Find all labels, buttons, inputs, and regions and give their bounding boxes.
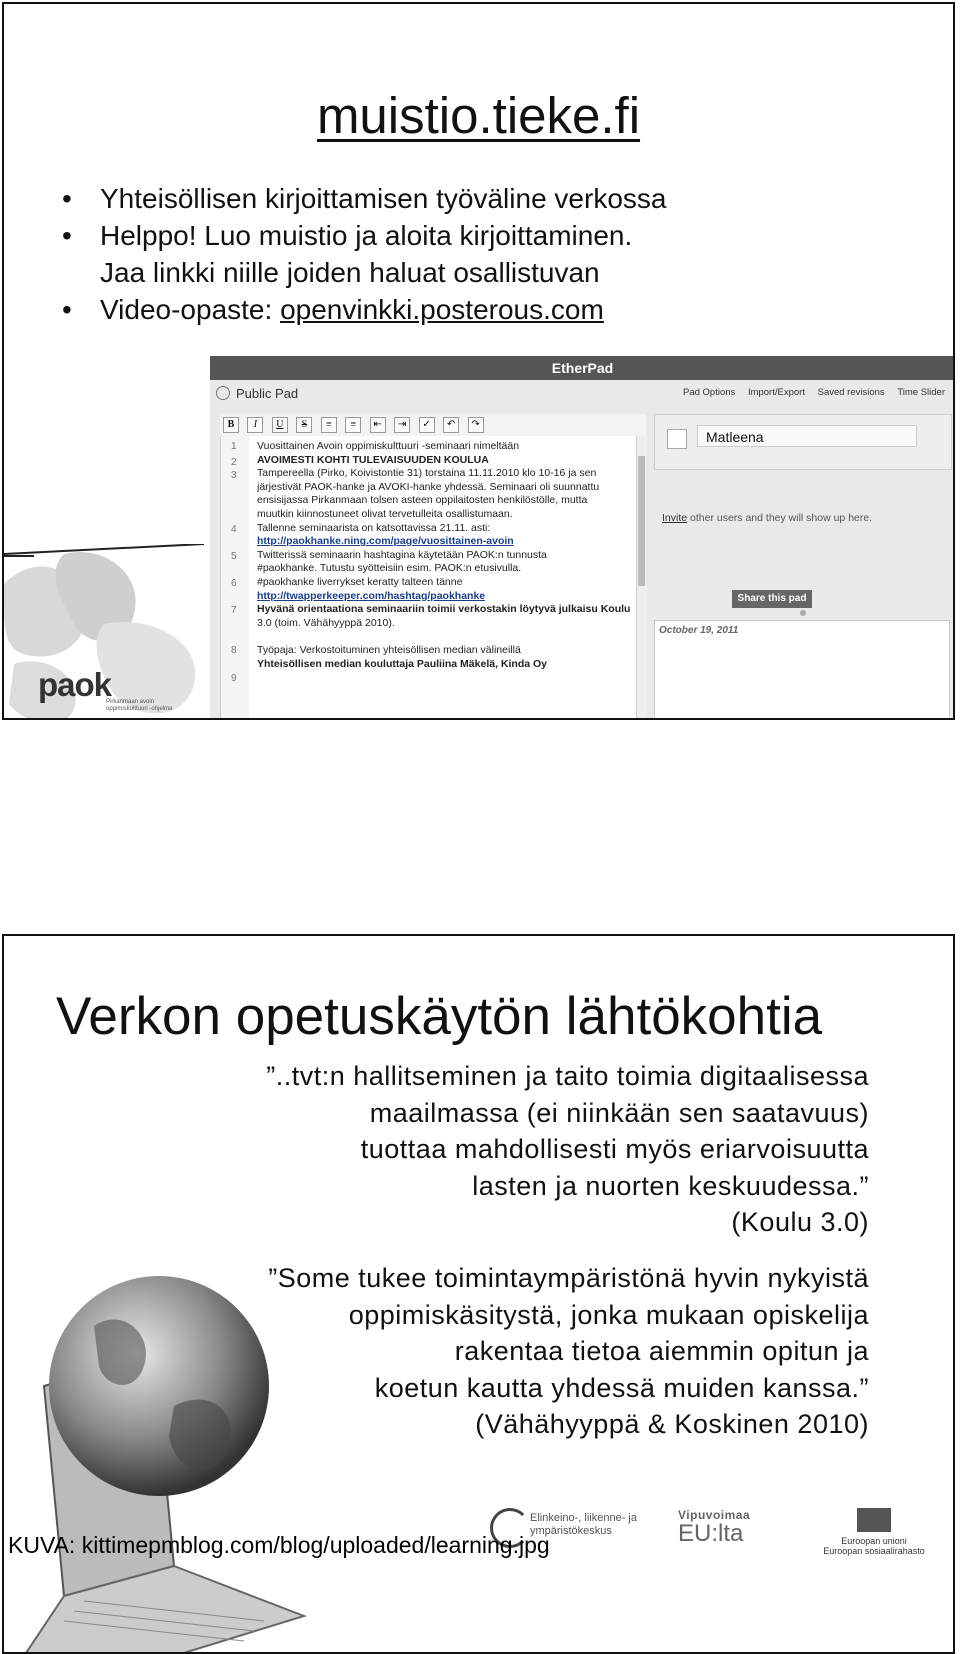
paok-logo-subtitle — [106, 699, 172, 713]
pad-name — [216, 386, 298, 401]
clear-authorship-button[interactable]: ✓ — [419, 417, 435, 433]
eu-flag-icon — [857, 1508, 891, 1532]
pad-line — [257, 630, 633, 644]
video-guide-link[interactable]: openvinkki.posterous.com — [280, 294, 604, 325]
bullet-item — [62, 217, 666, 291]
saved-revisions-menu[interactable]: Saved revisions — [817, 387, 885, 398]
pad-options-menu[interactable]: Pad Options — [683, 387, 736, 398]
pad-line: Työpaja: Verkostoituminen yhteisöllisen median välineillä — [257, 643, 521, 656]
scrollbar-thumb[interactable] — [638, 456, 645, 586]
bullet-glyph: • — [62, 220, 72, 251]
chat-date: October 19, 2011 — [654, 620, 950, 720]
eu-esr-logo — [800, 1508, 948, 1556]
invite-text-rest: other users and they will show up here. — [687, 512, 873, 524]
quote-line: lasten ja nuorten keskuudessa.” — [472, 1170, 869, 1201]
pad-editor[interactable] — [220, 436, 637, 720]
line-number: 8 — [231, 645, 237, 656]
ely-line: Elinkeino-, liikenne- ja — [530, 1512, 637, 1524]
slide-1 — [2, 2, 955, 720]
line-number: 1 — [231, 441, 237, 452]
eu-lta-text: EU:lta — [678, 1520, 744, 1547]
bullet-list-button[interactable]: ≡ — [321, 417, 337, 433]
quote-line: ”..tvt:n hallitseminen ja taito toimia digitaalisessa — [266, 1061, 869, 1091]
import-export-menu[interactable]: Import/Export — [747, 387, 805, 398]
bullet-glyph: • — [62, 294, 72, 325]
bullet-text: Video-opaste: — [100, 294, 281, 325]
bullet-text: Helppo! Luo muistio ja aloita kirjoittaminen. — [100, 220, 633, 251]
quote-source: (Vähähyyppä & Koskinen 2010) — [475, 1409, 869, 1439]
etherpad-title: EtherPad — [210, 356, 955, 380]
quote-some — [268, 1260, 869, 1443]
numbered-list-button[interactable]: ≡ — [345, 417, 361, 433]
bold-button[interactable]: B — [223, 417, 239, 433]
pad-line: Hyvänä orientaationa seminaariin toimii verkostakin löytyvä julkaisu Koulu — [257, 603, 631, 616]
editor-toolbar — [220, 414, 646, 437]
bullet-item — [62, 291, 666, 328]
pad-line: Tampereella (Pirko, Koivistontie 31) torstaina 11.11.2010 klo 10-16 ja sen — [257, 467, 597, 480]
line-number-gutter — [221, 436, 249, 720]
invite-link[interactable]: Invite — [662, 512, 688, 524]
strikethrough-button[interactable]: S — [296, 417, 312, 433]
pad-line: järjestivät PAOK-hanke ja AVOKI-hanke yhdessä. Seminaari oli suunnattu — [257, 480, 600, 493]
italic-button[interactable]: I — [247, 417, 263, 433]
ely-line: ympäristökeskus — [530, 1525, 612, 1537]
editor-scrollbar[interactable] — [636, 436, 647, 720]
slide-1-title: muistio.tieke.fi — [316, 87, 641, 144]
bullet-item — [62, 180, 666, 217]
eu-line: Euroopan sosiaalirahasto — [823, 1546, 925, 1556]
paok-sub-line: oppimiskulttuuri -ohjelma — [106, 706, 173, 712]
globe-icon — [216, 386, 230, 400]
pad-link[interactable]: http://paokhanke.ning.com/page/vuosittainen-avoin — [257, 535, 514, 548]
pad-line: Yhteisöllisen median kouluttaja Pauliina Mäkelä, Kinda Oy — [257, 657, 547, 670]
quote-line: tuottaa mahdollisesti myös eriarvoisuutta — [360, 1134, 869, 1164]
quote-line: oppimiskäsitystä, jonka mukaan opiskelija — [348, 1299, 869, 1330]
paok-sub-line: Pirkanmaan avoin — [106, 699, 155, 705]
quote-line: koetun kautta yhdessä muiden kanssa.” — [374, 1372, 869, 1403]
bullet-list — [62, 180, 666, 328]
quote-line: maailmassa (ei niinkään sen saatavuus) — [369, 1097, 869, 1128]
pad-line: Tallenne seminaarista on katsottavissa 21.11. asti: — [257, 521, 491, 534]
resize-handle[interactable] — [800, 610, 806, 616]
pad-link[interactable]: http://twapperkeeper.com/hashtag/paokhanke — [257, 589, 486, 602]
users-panel — [654, 414, 952, 714]
line-number: 3 — [231, 470, 237, 481]
line-number: 5 — [231, 551, 237, 562]
pad-line: AVOIMESTI KOHTI TULEVAISUUDEN KOULUA — [257, 453, 489, 466]
pad-menu — [673, 387, 945, 398]
pad-line: 3.0 (toim. Vähähyyppä 2010). — [257, 616, 395, 629]
line-number: 6 — [231, 578, 237, 589]
undo-button[interactable]: ↶ — [443, 417, 459, 433]
pad-name-label: Public Pad — [236, 386, 299, 401]
line-number: 9 — [231, 673, 237, 684]
pad-line: #paokhanke liverrykset keratty talteen tänne — [257, 575, 463, 588]
line-number: 2 — [231, 457, 237, 468]
line-number: 4 — [231, 524, 237, 535]
eu-line: Euroopan unioni — [841, 1536, 907, 1546]
share-pad-button[interactable]: Share this pad — [732, 590, 812, 608]
quote-line: rakentaa tietoa aiemmin opitun ja — [454, 1336, 869, 1366]
quote-line: ”Some tukee toimintaympäristönä hyvin nykyistä — [268, 1263, 869, 1293]
pad-line: muutkin kiinnostuneet olivat tervetulleita osallistumaan. — [257, 507, 513, 520]
pad-line: ensisijassa Pirkanmaan tolsen asteen oppilaitosten henkilöstölle, mutta — [257, 494, 588, 507]
underline-button[interactable]: U — [272, 417, 288, 433]
paok-logo: paok — [38, 666, 112, 703]
vipuvoimaa-text: Vipuvoimaa — [678, 1508, 751, 1522]
line-number: 7 — [231, 605, 237, 616]
user-color-swatch[interactable] — [667, 429, 687, 449]
bullet-glyph: • — [62, 183, 72, 214]
slide-2-title: Verkon opetuskäytön lähtökohtia — [56, 987, 823, 1046]
outdent-button[interactable]: ⇤ — [370, 417, 386, 433]
quote-source: (Koulu 3.0) — [731, 1207, 869, 1237]
quote-koulu — [266, 1058, 869, 1241]
image-credit: KUVA: kittimepmblog.com/blog/uploaded/learning.jpg — [8, 1532, 550, 1558]
pad-line: Vuosittainen Avoin oppimiskulttuuri -seminaari nimeltään — [257, 440, 520, 452]
time-slider-menu[interactable]: Time Slider — [897, 387, 945, 398]
vipuvoimaa-logo — [678, 1508, 750, 1548]
invite-text — [662, 512, 872, 524]
bullet-subtext: Jaa linkki niille joiden haluat osallistuvan — [100, 257, 600, 288]
etherpad-screenshot — [210, 356, 955, 720]
user-name-input[interactable]: Matleena — [697, 425, 917, 447]
redo-button[interactable]: ↷ — [468, 417, 484, 433]
bullet-text: Yhteisöllisen kirjoittamisen työväline verkossa — [100, 183, 667, 214]
etherpad-pad-bar — [216, 384, 951, 404]
user-box — [654, 414, 952, 470]
pad-text — [257, 440, 633, 671]
indent-button[interactable]: ⇥ — [394, 417, 410, 433]
pad-line: Twitterissä seminaarin hashtagina käytetään PAOK:n tunnusta — [257, 548, 547, 561]
pad-line: #paokhanke. Tutustu syötteisiin esim. PAOK:n etusivulla. — [257, 562, 522, 575]
